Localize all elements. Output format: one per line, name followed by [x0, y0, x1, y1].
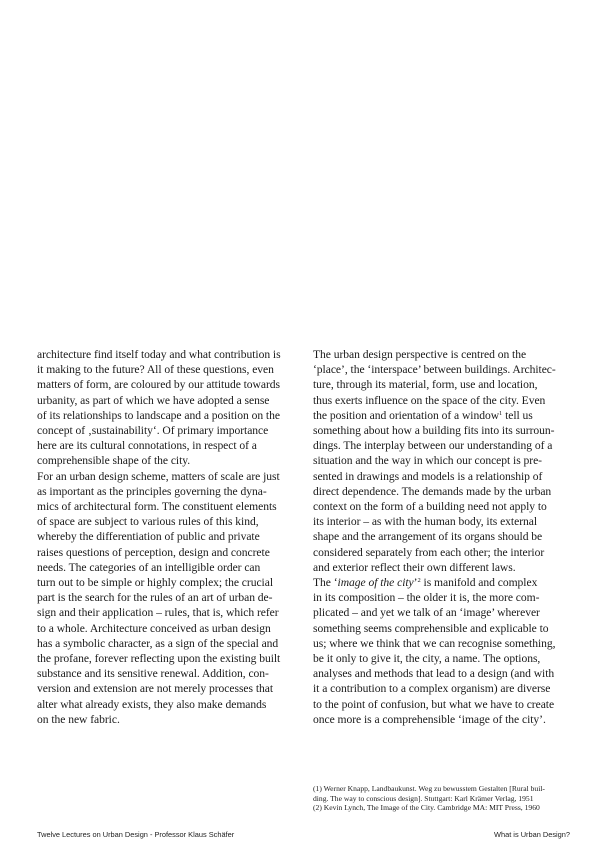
text-line: raises questions of perception, design and concrete — [37, 545, 270, 559]
footnote-line: ding. The way to conscious design]. Stuttgart: Karl Krämer Verlag, 1951 — [313, 793, 534, 803]
footnotes — [313, 784, 575, 813]
text-line: plicated – and yet we talk of an ‘image’ wherever — [313, 606, 540, 620]
footer-book-title: Twelve Lectures on Urban Design - Professor Klaus Schäfer — [37, 830, 235, 839]
text-line: ‘place’, the ‘interspace’ between buildings. Architec- — [313, 363, 556, 377]
text-line: analyses and methods that lead to a design (and with — [313, 667, 555, 681]
text-line: to a whole. Architecture conceived as urban design — [37, 621, 271, 635]
text-line: version and extension are not merely processes that — [37, 682, 274, 696]
footnote-ref-1: 1 — [499, 409, 503, 417]
text-line: situation and the way in which our concept is pre- — [313, 454, 542, 468]
text-line: context on the form of a building need not apply to — [313, 500, 547, 514]
text-line: comprehensible shape of the city. — [37, 454, 191, 468]
text-line: part is the search for the rules of an art of urban de- — [37, 591, 273, 605]
text-line: something about how a building fits into its surroun- — [313, 424, 555, 438]
text-line-with-footnote-ref — [313, 575, 575, 590]
text-line: of its relationships to landscape and a position on the — [37, 408, 280, 422]
text-line: sign and their application – rules, that is, which refer — [37, 606, 279, 620]
text-line: something seems comprehensible and explicable to — [313, 621, 549, 635]
text-segment: the position and orientation of a window — [313, 408, 500, 422]
text-line: shape and the arrangement of its organs should be — [313, 530, 543, 544]
text-line: ture, through its material, form, use and location, — [313, 378, 538, 392]
text-line: of space are subject to various rules of this kind, — [37, 515, 259, 529]
text-line: on the new fabric. — [37, 712, 120, 726]
text-line-with-footnote-ref — [313, 408, 575, 423]
text-line: direct dependence. The demands made by the urban — [313, 484, 552, 498]
footnote-line: (2) Kevin Lynch, The Image of the City. Cambridge MA: MIT Press, 1960 — [313, 803, 540, 813]
text-line: thus exerts influence on the space of the city. Even — [313, 393, 546, 407]
text-line: needs. The categories of an intelligible order can — [37, 560, 261, 574]
text-line: in its composition – the older it is, the more com- — [313, 591, 540, 605]
text-line: For an urban design scheme, matters of scale are just — [37, 469, 280, 483]
text-line: here are its cultural connotations, in respect of a — [37, 439, 257, 453]
text-segment: is manifold and complex — [420, 576, 538, 590]
footnote-ref-2: 2 — [417, 577, 421, 585]
text-line: urbanity, as part of which we have adopted a sense — [37, 393, 270, 407]
text-segment: tell us — [502, 408, 533, 422]
footer-chapter-title: What is Urban Design? — [494, 830, 570, 839]
text-line: and exterior reflect their own different laws. — [313, 560, 516, 574]
text-segment: The ‘ — [313, 576, 338, 590]
text-line: architecture find itself today and what contribution is — [37, 348, 281, 361]
text-line: it a contribution to a complex organism) are diverse — [313, 682, 551, 696]
text-line: it making to the future? All of these questions, even — [37, 363, 274, 377]
text-line: its interior – as with the human body, its external — [313, 515, 538, 529]
text-line: substance and its sensitive renewal. Addition, con- — [37, 667, 269, 681]
text-line: alter what already exists, they also make demands — [37, 697, 267, 711]
text-line: The urban design perspective is centred on the — [313, 348, 527, 361]
text-line: whereby the differentiation of public and private — [37, 530, 260, 544]
text-line: once more is a comprehensible ‘image of the city’. — [313, 712, 546, 726]
italic-title: image of the city — [337, 576, 414, 590]
text-line: the profane, forever reflecting upon the existing built — [37, 652, 281, 666]
text-line: us; where we think that we can recognise something, — [313, 636, 556, 650]
text-line: as important as the principles governing the dyna- — [37, 484, 267, 498]
left-text-column — [37, 347, 299, 727]
text-line: matters of form, are coloured by our attitude towards — [37, 378, 280, 392]
text-line: considered separately from each other; the interior — [313, 545, 545, 559]
text-line: sented in drawings and models is a relationship of — [313, 469, 543, 483]
text-line: be it only to give it, the city, a name. The options, — [313, 652, 541, 666]
text-line: mics of architectural form. The constituent elements — [37, 500, 277, 514]
text-line: to the point of confusion, but what we have to create — [313, 697, 555, 711]
text-line: dings. The interplay between our understanding of a — [313, 439, 553, 453]
text-line: has a symbolic character, as a sign of the special and — [37, 636, 279, 650]
right-text-column — [313, 347, 575, 727]
text-segment: ’ — [413, 576, 418, 590]
footnote-line: (1) Werner Knapp, Landbaukunst. Weg zu bewusstem Gestalten [Rural buil- — [313, 784, 545, 793]
text-line: concept of ‚sustainability‘. Of primary importance — [37, 424, 269, 438]
text-line: turn out to be simple or highly complex; the crucial — [37, 576, 273, 590]
